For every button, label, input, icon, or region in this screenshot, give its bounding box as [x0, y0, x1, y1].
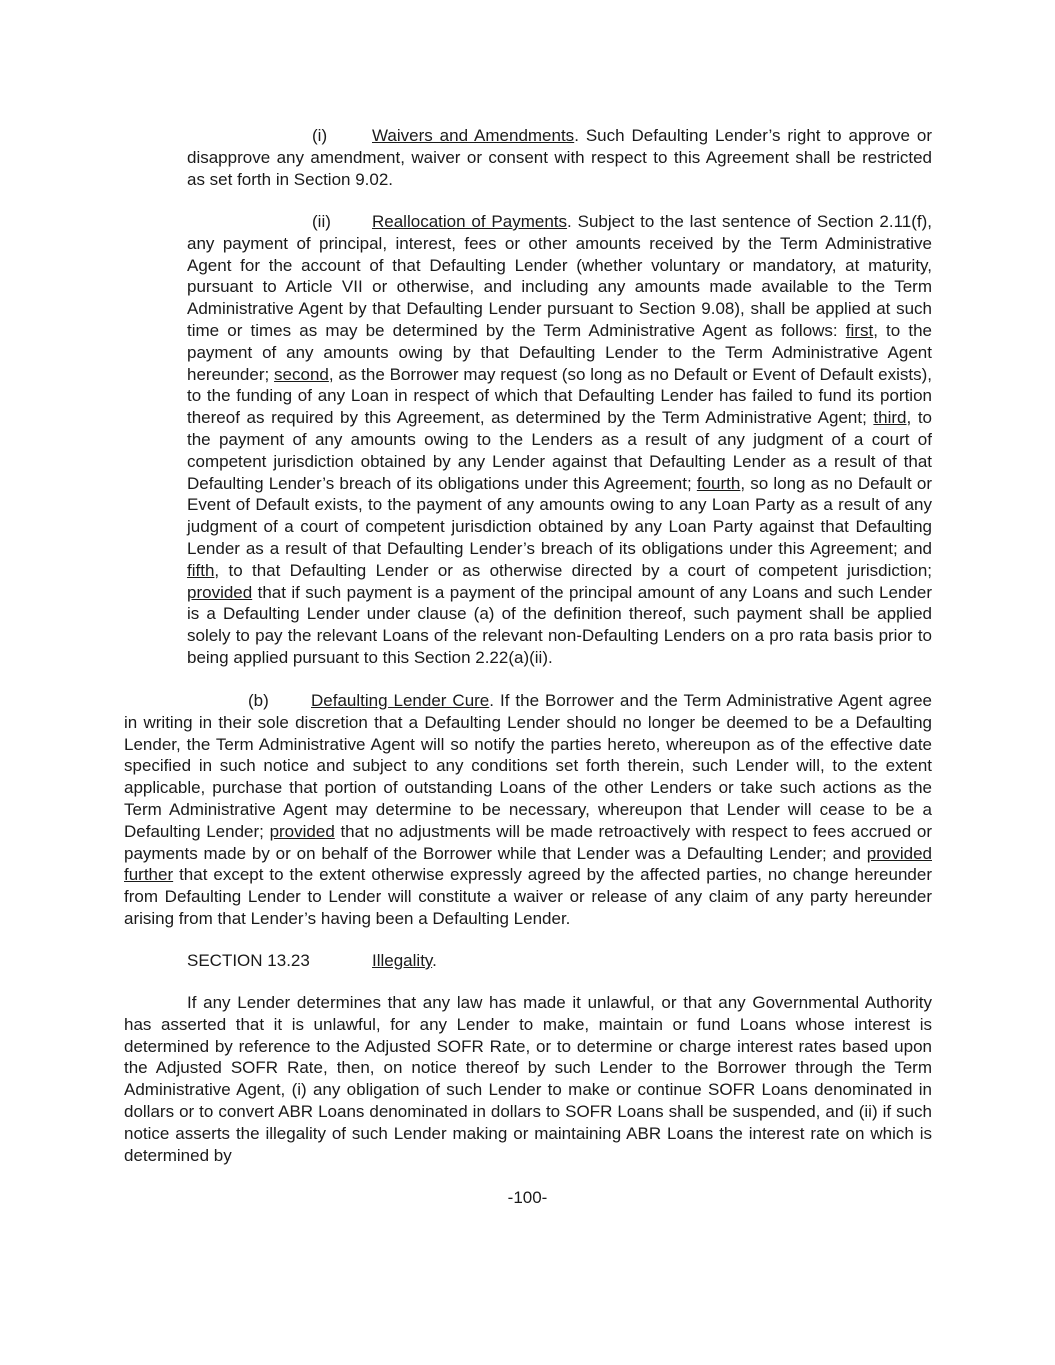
clause-ii-fourth: fourth — [696, 473, 741, 493]
clause-b-provided-2: provided — [866, 843, 932, 863]
page-number: -100- — [507, 1188, 548, 1207]
clause-ii-text-4: , to the payment of any amounts owing to the Lenders as a result of any judgment of a court of competent jurisdiction obtained by any Lender against that Defaulting Lender as a result of that Defaulting Lender’s breach of its obligations under this Agreement; — [187, 408, 932, 493]
clause-i-text: . Such Defaulting Lender’s right to approve or disapprove any amendment, waiver or consent with respect to this Agreement shall be restricted as set forth in Section 9.02. — [187, 126, 932, 189]
clause-ii-text-6: , to that Defaulting Lender or as otherwise directed by a court of competent jurisdiction; — [214, 560, 932, 580]
clause-b-text-1: . If the Borrower and the Term Administrative Agent agree in writing in their sole discretion that a Defaulting Lender should no longer be deemed to be a Defaulting Lender, the Term Administrative Agent will so notify the parties hereto, whereupon as of the effective date specified in such notice and subject to any conditions set forth therein, such Lender will, to the extent applicable, purchase that portion of outstanding Loans of the other Lenders or take such actions as the Term Administrative Agent may determine to be necessary, whereupon that Lender will cease to be a Defaulting Lender; — [124, 691, 933, 841]
clause-b-text-4: that except to the extent otherwise expressly agreed by the affected parties, no change hereunder from Defaulting Lender to Lender will constitute a waiver or release of any claim of any party hereunder arising from that Lender’s having been a Defaulting Lender. — [124, 865, 932, 928]
clause-i-paragraph — [187, 125, 932, 190]
clause-ii-text-2: , to the payment of any amounts owing by that Defaulting Lender to the Term Administrative Agent hereunder; — [187, 320, 932, 384]
clause-i-number: (i) — [312, 126, 328, 145]
clause-ii-text-7: that if such payment is a payment of the principal amount of any Loans and such Lender is a Defaulting Lender under clause (a) of the definition thereof, such payment shall be applied solely to pay the relevant Loans of the relevant non-Defaulting Lenders on a pro rata basis prior to being applied pursuant to this Section 2.22(a)(ii). — [187, 582, 932, 667]
clause-ii-number: (ii) — [312, 212, 331, 231]
clause-ii-paragraph — [187, 211, 932, 669]
clause-b-provided: provided — [269, 821, 335, 841]
clause-b-title: Defaulting Lender Cure — [311, 691, 490, 710]
clause-b-text-2: that no adjustments will be made retroactively with respect to fees accrued or payments made by or on behalf of the Borrower while that Lender was a Defaulting Lender; and — [124, 821, 933, 863]
clause-ii-third: third — [873, 408, 907, 428]
clause-ii-provided: provided — [187, 582, 253, 602]
section-title-suffix: . — [432, 951, 437, 970]
section-title: Illegality — [372, 951, 433, 970]
clause-ii-title: Reallocation of Payments — [372, 212, 568, 231]
section-heading — [187, 950, 437, 972]
clause-ii-fifth: fifth — [187, 560, 215, 580]
clause-ii-second: second — [274, 364, 329, 384]
clause-ii-text-1: . Subject to the last sentence of Section 2.11(f), any payment of principal, interest, fees or other amounts received by the Term Administrative Agent for the account of that Defaulting Lender (whether voluntary or mandatory, at maturity, pursuant to Article VII or otherwise, and including any amounts made available to the Term Administrative Agent by that Defaulting Lender pursuant to Section 9.08), shall be applied at such time or times as may be determined by the Term Administrative Agent as follows: — [187, 212, 932, 340]
clause-b-number: (b) — [248, 691, 269, 710]
clause-b-further: further — [124, 865, 174, 885]
clause-ii-first: first — [845, 320, 874, 340]
clause-i-title: Waivers and Amendments — [372, 126, 575, 145]
clause-ii-text-5: , so long as no Default or Event of Default exists, to the payment of any amounts owing to any Loan Party as a result of any judgment of a court of competent jurisdiction obtained by any Loan Party against that Defaulting Lender as a result of that Defaulting Lender’s breach of its obligations under this Agreement; and — [187, 473, 932, 558]
clause-ii-text-3: , as the Borrower may request (so long as no Default or Event of Default exists), to the funding of any Loan in respect of which that Defaulting Lender has failed to fund its portion thereof as required by this Agreement, as determined by the Term Administrative Agent; — [187, 364, 933, 428]
clause-b-paragraph — [124, 690, 932, 930]
section-number: SECTION 13.23 — [187, 951, 310, 970]
illegality-paragraph: If any Lender determines that any law has made it unlawful, or that any Governmental Authority has asserted that it is unlawful, for any Lender to make, maintain or fund Loans whose interest is determined by reference to the Adjusted SOFR Rate, or to determine or charge interest rates based upon the Adjusted SOFR Rate, then, on notice thereof by such Lender to the Borrower through the Term Administrative Agent, (i) any obligation of such Lender to make or continue SOFR Loans denominated in dollars or to convert ABR Loans denominated in dollars to SOFR Loans shall be suspended, and (ii) if such notice asserts the illegality of such Lender making or maintaining ABR Loans the interest rate on which is determined by — [124, 993, 932, 1165]
